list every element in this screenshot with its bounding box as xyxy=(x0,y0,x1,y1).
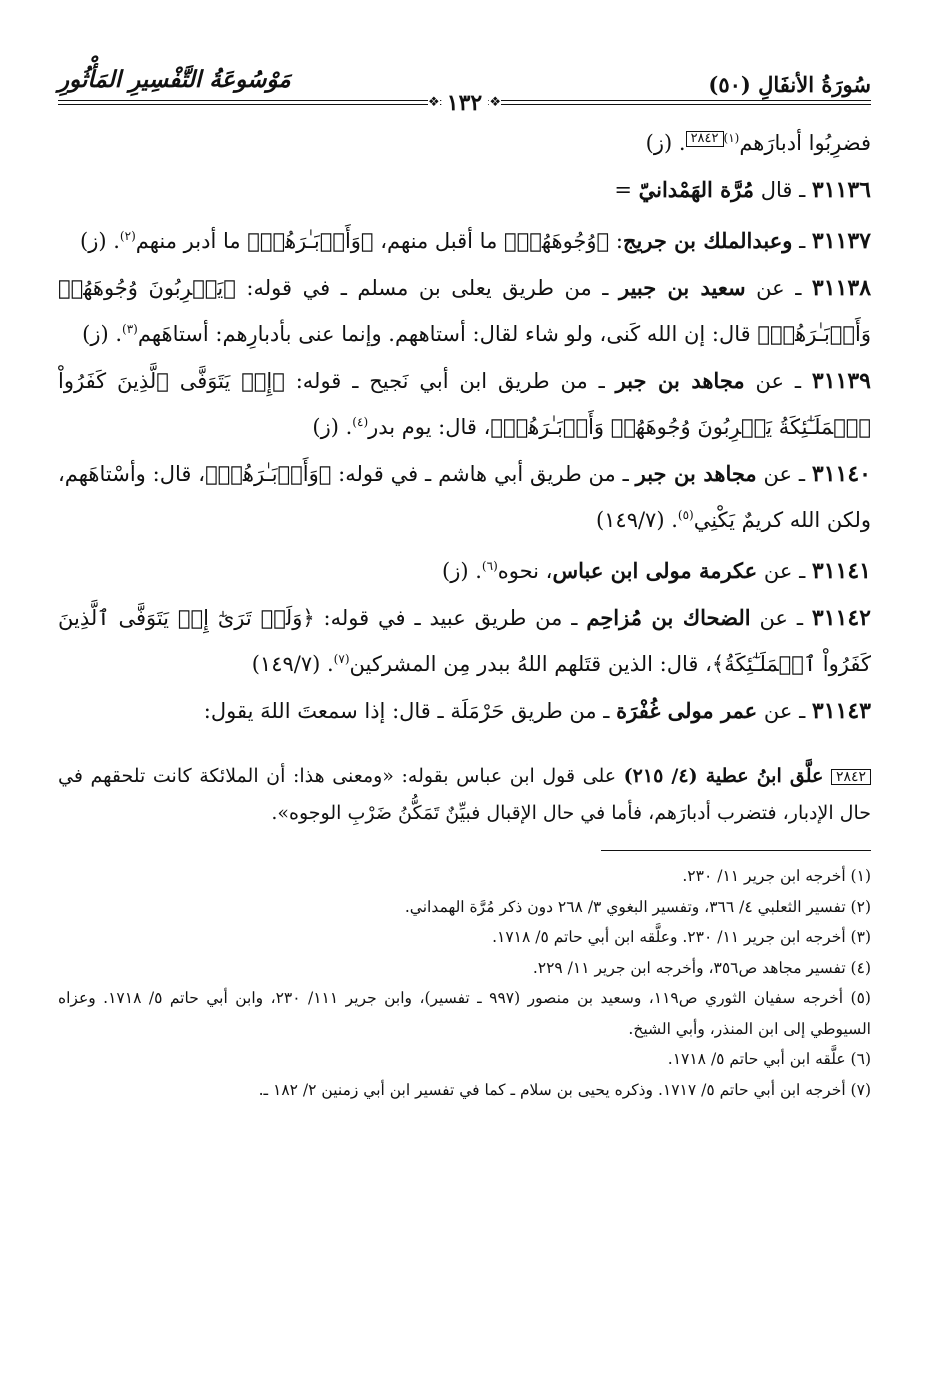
footnote-marker: (١) xyxy=(723,131,740,145)
footnote-separator xyxy=(601,850,871,851)
paragraph xyxy=(58,546,871,592)
text: . (ز) xyxy=(80,229,120,253)
footnote: (٣) أخرجه ابن جرير ١١/ ٢٣٠. وعلَّقه ابن أبي حاتم ٥/ ١٧١٨. xyxy=(492,928,871,946)
text: ـ من طريق حَرْمَلَة ـ قال: إذا سمعتَ اللهَ يقول: xyxy=(203,699,617,723)
page-header xyxy=(58,62,871,118)
main-text xyxy=(58,118,871,732)
narrator-name: وعبدالملك بن جريج xyxy=(622,228,793,253)
text: . (١٤٩/٧) xyxy=(595,508,678,532)
narrator-name: مجاهد بن جبر xyxy=(615,368,745,393)
footnote: (٥) أخرجه سفيان الثوري ص١١٩، وسعيد بن منصور (٩٩٧ ـ تفسير)، وابن جرير ١١١/ ٢٣٠، وابن أبي حاتم ٥/ ١٧١٨. وعزاه السيوطي إلى ابن المنذر، وأبي الشيخ. xyxy=(58,989,871,1038)
paragraph xyxy=(58,267,871,355)
narrator-name: عمر مولى غُفْرَة xyxy=(616,698,758,723)
text: ـ عن xyxy=(757,699,812,723)
entry-number: ٣١١٤٠ xyxy=(811,461,871,487)
page-number: ١٣٢ xyxy=(441,90,488,116)
text: ـ من طريق يعلى بن مسلم ـ في قوله: ﴿يَضۡرِبُونَ وُجُوهَهُمۡ وَأَدۡبَـٰرَهُمۡ﴾ قال: إن الله كَنى، ولو شاء لقال: أستاههم. وإنما عنى بأدبارِهم: أستاهَهم xyxy=(58,276,871,346)
entry-number: ٣١١٣٨ xyxy=(811,275,872,301)
narrator-name: عكرمة مولى ابن عباس xyxy=(552,558,758,583)
book-title: مَوْسُوعَةُ التَّفْسِيرِ المَأْثُورِ xyxy=(58,66,291,93)
text: ، نحوه xyxy=(497,559,553,583)
entry-number: ٣١١٣٩ xyxy=(811,368,871,394)
paragraph xyxy=(58,690,871,732)
text: . (ز) xyxy=(312,415,353,439)
text: . (١٤٩/٧) xyxy=(251,652,334,676)
text: ـ عن xyxy=(756,462,812,486)
text: . (ز) xyxy=(82,322,123,346)
commentary-lead: علَّق ابنُ عطية (٤/ ٢١٥) xyxy=(623,765,824,787)
text: ـ عن xyxy=(744,369,812,393)
narrator-name: الضحاك بن مُزاحِم xyxy=(586,605,751,630)
paragraph xyxy=(58,118,871,164)
surah-title: سُورَةُ الأنفَالِ (٥٠) xyxy=(708,72,871,97)
footnote: (٦) علَّقه ابن أبي حاتم ٥/ ١٧١٨. xyxy=(667,1050,871,1068)
entry-number: ٣١١٣٧ xyxy=(811,228,871,254)
text: . (ز) xyxy=(442,559,482,583)
text: ـ عن xyxy=(745,276,812,300)
paragraph xyxy=(58,597,871,685)
text: ـ عن xyxy=(750,606,812,630)
narrator-name: مجاهد بن جبر xyxy=(635,461,757,486)
footnote-marker: (٧) xyxy=(333,652,350,666)
entry-number: ٣١١٤١ xyxy=(811,558,871,584)
text: ـ من طريق عبيد ـ في قوله: ﴿وَلَوۡ تَرَىٰٓ إِذۡ يَتَوَفَّى ٱلَّذِينَ كَفَرُواْ ٱلۡمَلَـٰٓئِكَةُ﴾، قال: الذين قتَلهم اللهُ ببدر مِن المشركين xyxy=(58,606,871,676)
paragraph xyxy=(58,169,871,211)
text: ـ من طريق ابن أبي نَجيح ـ قوله: ﴿إِذۡ يَتَوَفَّى ٱلَّذِينَ كَفَرُواْ ٱلۡمَلَـٰٓئِكَةُ يَضۡرِبُونَ وُجُوهَهُمۡ وَأَدۡبَـٰرَهُمۡ﴾، قال: يوم بدر xyxy=(58,369,871,439)
paragraph xyxy=(58,216,871,262)
paragraph xyxy=(58,360,871,448)
narrator-name: مُرَّة الهَمْدانيّ xyxy=(638,177,755,202)
footnote: (٤) تفسير مجاهد ص٣٥٦، وأخرجه ابن جرير ١١/ ٢٢٩. xyxy=(532,958,871,977)
entry-number: ٣١١٣٦ xyxy=(811,177,871,203)
narrator-name: سعيد بن جبير xyxy=(619,275,746,300)
text: ـ عن xyxy=(757,559,812,583)
entry-number: ٣١١٤٢ xyxy=(811,605,871,631)
entry-number: ٣١١٤٣ xyxy=(811,698,871,724)
commentary-text: على قول ابن عباس بقوله: «ومعنى هذا: أن الملائكة كانت تلحقهم في حال الإدبار، فتضرب أدبارَهم، فأما في حال الإقبال فبيِّنٌ تَمَكُّنُ ضَرْبِ الوجوه». xyxy=(58,765,871,824)
text: : ﴿وُجُوهَهُمۡ﴾ ما أقبل منهم، ﴿وَأَدۡبَـٰرَهُمۡ﴾ ما أدبر منهم xyxy=(135,229,623,253)
footnote: (٧) أخرجه ابن أبي حاتم ٥/ ١٧١٧. وذكره يحيى بن سلام ـ كما في تفسير ابن أبي زمنين ٢/ ١٨٢ ـ. xyxy=(258,1080,871,1099)
footnote: (١) أخرجه ابن جرير ١١/ ٢٣٠. xyxy=(682,867,871,885)
ornament-icon: ❖ xyxy=(489,95,501,110)
footnote-marker: (٦) xyxy=(481,559,498,573)
text: ـ xyxy=(792,229,812,253)
footnote-marker: (٥) xyxy=(677,508,694,522)
footnotes xyxy=(58,861,871,1105)
cross-reference-box: ٢٨٤٢ xyxy=(831,769,871,785)
page xyxy=(58,62,871,1378)
ornament-icon: ❖ xyxy=(428,95,440,110)
cross-reference-box: ٢٨٤٢ xyxy=(686,131,724,147)
paragraph xyxy=(58,453,871,541)
commentary-note xyxy=(58,752,871,832)
footnote-marker: (٤) xyxy=(352,415,369,429)
text: = xyxy=(614,178,639,202)
footnote-marker: (٣) xyxy=(122,322,138,336)
text: . (ز) xyxy=(645,131,686,155)
footnote: (٢) تفسير الثعلبي ٤/ ٣٦٦، وتفسير البغوي ٣/ ٢٦٨ دون ذكر مُرَّة الهمداني. xyxy=(404,897,871,916)
text: فضرِبُوا أدبارَهم xyxy=(739,131,871,155)
text: ـ قال xyxy=(754,178,812,202)
text: ـ من طريق أبي هاشم ـ في قوله: ﴿وَأَدۡبَـٰرَهُمۡ﴾، قال: وأسْتاهَهم، ولكن الله كريمٌ يَكْنِي xyxy=(58,462,871,532)
footnote-marker: (٢) xyxy=(119,229,136,243)
